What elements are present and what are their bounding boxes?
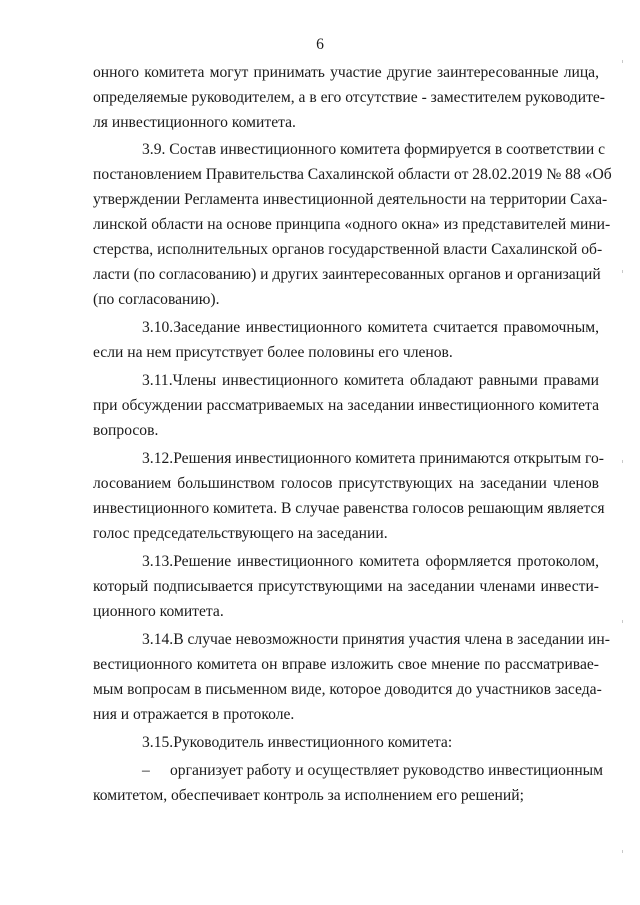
- page-number: 6: [316, 36, 324, 53]
- text-line: ласти (по согласованию) и других заинтересованных органов и организаций: [93, 266, 601, 283]
- text-line: постановлением Правительства Сахалинской области от 28.02.2019 № 88 «Об: [93, 166, 612, 183]
- paragraph-3-15-first-line: 3.15.Руководитель инвестиционного комитета:: [142, 734, 453, 751]
- list-item-text: организует работу и осуществляет руководство инвестиционным: [170, 762, 604, 779]
- list-item-dash: [142, 760, 604, 782]
- paragraph-3-11-first-line: 3.11.Члены инвестиционного комитета обладают равными правами: [142, 372, 599, 389]
- text-line: определяемые руководителем, а в его отсутствие - заместителем руководите-: [93, 89, 606, 106]
- paragraph-3-12-first-line: 3.12.Решения инвестиционного комитета принимаются открытым го-: [142, 450, 604, 467]
- paragraph-3-13-first-line: 3.13.Решение инвестиционного комитета оформляется протоколом,: [142, 553, 599, 570]
- paragraph-3-9-first-line: 3.9. Состав инвестиционного комитета формируется в соответствии с: [142, 141, 606, 158]
- text-line: мым вопросам в письменном виде, которое доводится до участников заседа-: [93, 681, 602, 698]
- text-line: который подписывается присутствующими на заседании членами инвести-: [93, 578, 599, 595]
- text-line: если на нем присутствует более половины его членов.: [93, 344, 453, 361]
- paragraph-3-10-first-line: 3.10.Заседание инвестиционного комитета считается правомочным,: [142, 319, 599, 336]
- text-line: инвестиционного комитета. В случае равенства голосов решающим является: [93, 500, 605, 517]
- text-line: (по согласованию).: [93, 291, 220, 308]
- text-line: при обсуждении рассматриваемых на заседании инвестиционного комитета: [93, 397, 599, 414]
- text-line: утверждении Регламента инвестиционной деятельности на территории Саха-: [93, 191, 608, 208]
- dash-marker: –: [142, 762, 150, 779]
- text-line: лосованием большинством голосов присутствующих на заседании членов: [93, 475, 599, 492]
- text-line: линской области на основе принципа «одного окна» из представителей мини-: [93, 216, 611, 233]
- text-line: ционного комитета.: [93, 603, 224, 620]
- text-line: голос председательствующего на заседании.: [93, 525, 388, 542]
- text-line: вопросов.: [93, 422, 159, 439]
- text-line: онного комитета могут принимать участие другие заинтересованные лица,: [93, 64, 599, 81]
- text-line: стерства, исполнительных органов государственной власти Сахалинской об-: [93, 241, 603, 258]
- text-line: вестиционного комитета он вправе изложить свое мнение по рассматривае-: [93, 656, 599, 673]
- scan-margin-marks: [622, 60, 628, 880]
- text-line: ля инвестиционного комитета.: [93, 114, 296, 131]
- paragraph-3-14-first-line: 3.14.В случае невозможности принятия участия члена в заседании ин-: [142, 631, 610, 648]
- text-line: ния и отражается в протоколе.: [93, 706, 295, 723]
- text-line: комитетом, обеспечивает контроль за исполнением его решений;: [93, 787, 524, 804]
